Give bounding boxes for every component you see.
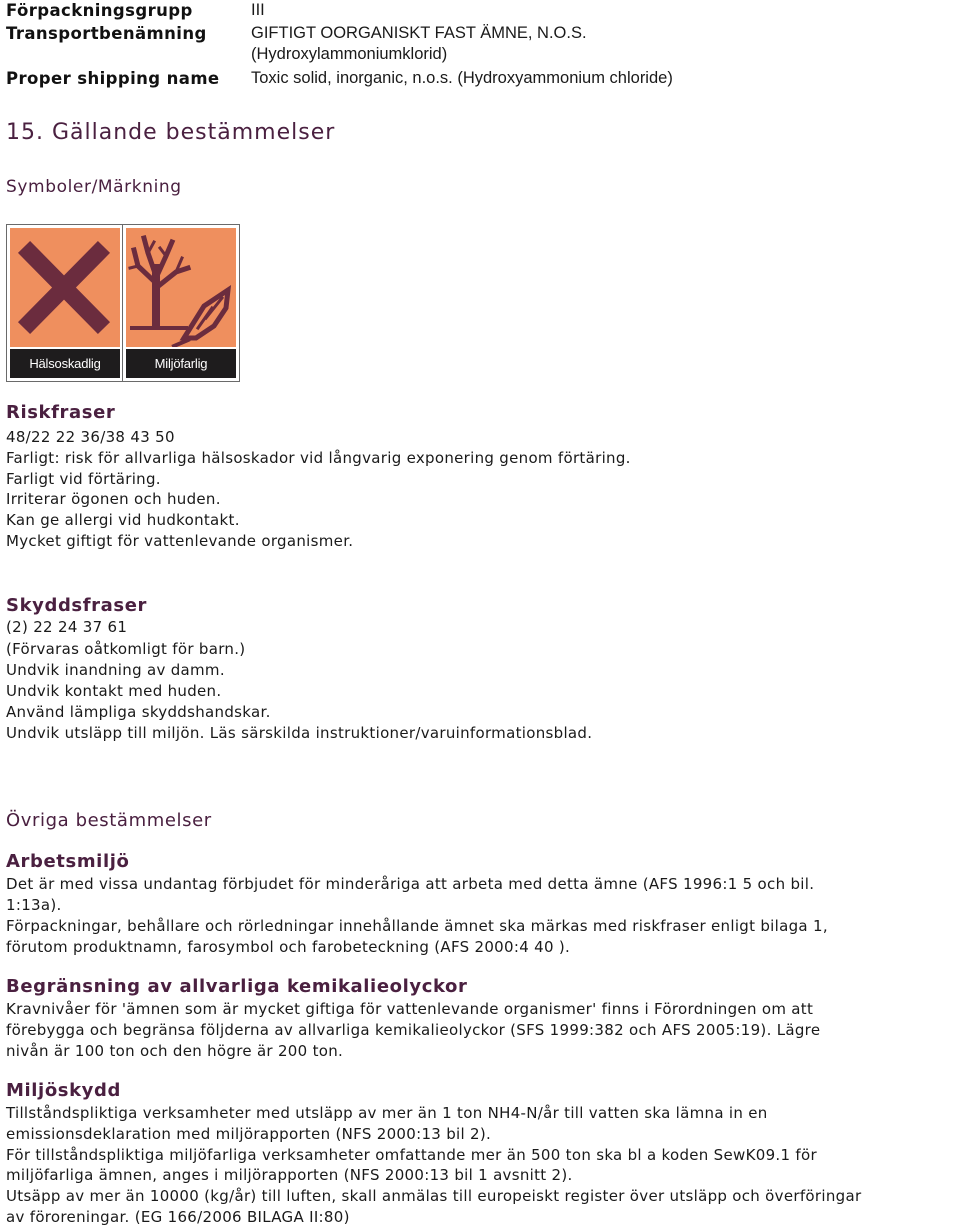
transport-name-value-2: (Hydroxylammoniumklorid) xyxy=(251,45,448,63)
environment-tree-fish-icon xyxy=(126,228,236,347)
safety-line: (Förvaras oåtkomligt för barn.) xyxy=(6,640,246,658)
transport-name-value: GIFTIGT OORGANISKT FAST ÄMNE, N.O.S. xyxy=(251,24,587,42)
transport-name-label: Transportbenämning xyxy=(6,24,207,43)
accidents-line: Kravnivåer för 'ämnen som är mycket giftiga för vattenlevande organismer' finns i Förordningen om att xyxy=(6,1000,814,1018)
accidents-heading: Begränsning av allvarliga kemikalieolyckor xyxy=(6,976,468,997)
harmful-caption: Hälsoskadlig xyxy=(10,349,120,378)
packing-group-value: III xyxy=(251,1,265,19)
safety-phrases-heading: Skyddsfraser xyxy=(6,595,148,616)
environmental-protection-line: För tillståndspliktiga miljöfarliga verksamheter omfattande mer än 500 ton ska bl a koden SewK09.1 för xyxy=(6,1146,817,1164)
safety-line: Undvik inandning av damm. xyxy=(6,661,225,679)
environment-caption: Miljöfarlig xyxy=(126,349,236,378)
accidents-line: förebygga och begränsa följderna av allvarliga kemikalieolyckor (SFS 1999:382 och AFS 2005:19). Lägre xyxy=(6,1021,821,1039)
shipping-name-label: Proper shipping name xyxy=(6,69,220,88)
work-environment-line: förutom produktnamn, farosymbol och farobeteckning (AFS 2000:4 40 ). xyxy=(6,938,571,956)
hazard-symbol-harmful xyxy=(6,224,124,382)
risk-line: Kan ge allergi vid hudkontakt. xyxy=(6,511,240,529)
risk-phrases-heading: Riskfraser xyxy=(6,402,116,423)
safety-line: (2) 22 24 37 61 xyxy=(6,618,128,636)
work-environment-line: Förpackningar, behållare och rörledningar innehållande ämnet ska märkas med riskfraser enligt bilaga 1, xyxy=(6,917,828,935)
work-environment-heading: Arbetsmiljö xyxy=(6,851,130,872)
environmental-protection-line: emissionsdeklaration med miljörapporten (NFS 2000:13 bil 2). xyxy=(6,1125,492,1143)
shipping-name-value: Toxic solid, inorganic, n.o.s. (Hydroxyammonium chloride) xyxy=(251,69,673,87)
safety-line: Undvik utsläpp till miljön. Läs särskilda instruktioner/varuinformationsblad. xyxy=(6,724,593,742)
environmental-protection-heading: Miljöskydd xyxy=(6,1080,121,1101)
risk-line: Irriterar ögonen och huden. xyxy=(6,490,221,508)
safety-line: Undvik kontakt med huden. xyxy=(6,682,222,700)
work-environment-line: Det är med vissa undantag förbjudet för minderåriga att arbeta med detta ämne (AFS 1996:1 5 och bil. xyxy=(6,875,815,893)
risk-line: Mycket giftigt för vattenlevande organismer. xyxy=(6,532,354,550)
packing-group-label: Förpackningsgrupp xyxy=(6,1,193,20)
other-regulations-heading: Övriga bestämmelser xyxy=(6,810,212,831)
environmental-protection-line: av föroreningar. (EG 166/2006 BILAGA II:80) xyxy=(6,1208,350,1226)
symbols-heading: Symboler/Märkning xyxy=(6,177,182,197)
environmental-protection-line: Tillståndspliktiga verksamheter med utsläpp av mer än 1 ton NH4-N/år till vatten ska lämna in en xyxy=(6,1104,768,1122)
harmful-x-icon xyxy=(10,228,120,347)
risk-line: Farligt: risk för allvarliga hälsoskador vid långvarig exponering genom förtäring. xyxy=(6,449,631,467)
risk-line: Farligt vid förtäring. xyxy=(6,470,161,488)
environmental-protection-line: miljöfarliga ämnen, anges i miljörapporten (NFS 2000:13 bil 1 avsnitt 2). xyxy=(6,1166,573,1184)
accidents-line: nivån är 100 ton och den högre är 200 ton. xyxy=(6,1042,344,1060)
work-environment-line: 1:13a). xyxy=(6,896,62,914)
safety-line: Använd lämpliga skyddshandskar. xyxy=(6,703,271,721)
section-15-title: 15. Gällande bestämmelser xyxy=(6,120,336,145)
hazard-symbol-environment xyxy=(122,224,240,382)
risk-line: 48/22 22 36/38 43 50 xyxy=(6,428,175,446)
environmental-protection-line: Utsäpp av mer än 10000 (kg/år) till luften, skall anmälas till europeiskt register över utsläpp och överföringar xyxy=(6,1187,862,1205)
